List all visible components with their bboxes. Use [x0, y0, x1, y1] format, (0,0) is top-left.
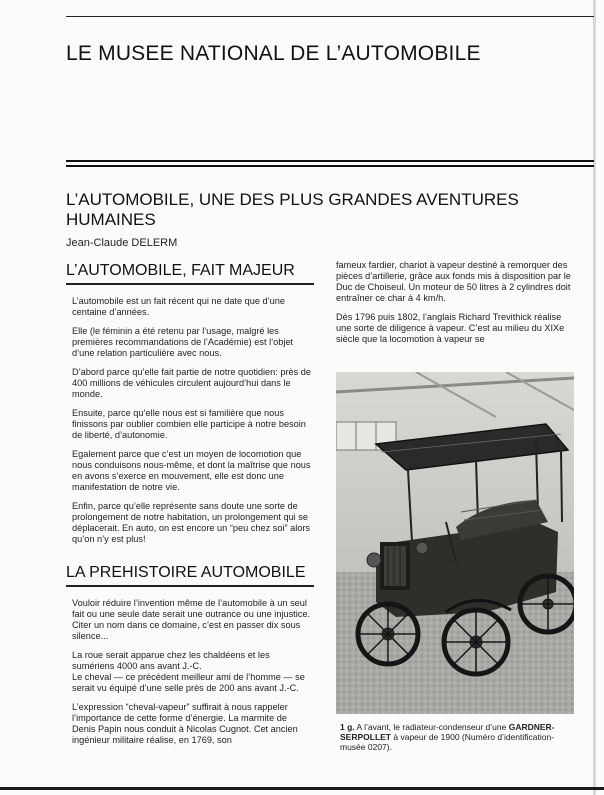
section-body-prehistoire — [72, 598, 312, 754]
vintage-steam-car-icon — [336, 372, 574, 714]
paragraph: Ensuite, parce qu’elle nous est si familière que nous finissons par oublier combien elle participe à notre besoin de liberté, d’autonomie. — [72, 408, 306, 440]
paragraph: fameux fardier, chariot à vapeur destiné à remorquer des pièces d’artillerie, grâce aux fonds mis à disposition par le Duc de Choiseul. Un moteur de 50 litres à 2 cylindres doit entraîner ce char à 4 km/h. — [336, 260, 571, 303]
photo-caption — [340, 722, 576, 752]
section-title-fait-majeur: L’AUTOMOBILE, FAIT MAJEUR — [66, 262, 314, 285]
caption-text: A l’avant, le radiateur-condenseur d’une — [354, 722, 509, 732]
page-title: LE MUSEE NATIONAL DE L’AUTOMOBILE — [66, 42, 481, 65]
divider-rule-bottom — [66, 165, 594, 167]
photo-steam-car — [336, 372, 574, 714]
right-column-text — [336, 260, 576, 353]
caption-ref: 1 g. — [340, 722, 355, 732]
paragraph: Elle (le féminin a été retenu par l’usage, malgré les premières recommandations de l’Académie) est l’objet d’une relation particulière avec nous. — [72, 326, 294, 358]
section-title-prehistoire: LA PREHISTOIRE AUTOMOBILE — [66, 564, 314, 587]
paragraph: La roue serait apparue chez les chaldéens et les sumériens 4000 ans avant J.-C. — [72, 650, 270, 671]
page-edge — [593, 0, 596, 795]
divider-rule-top — [66, 160, 594, 162]
section-body-fait-majeur — [72, 296, 312, 553]
paragraph: L’expression “cheval-vapeur” suffirait à nous rappeler l’importance de cette forme d’énergie. La marmite de Denis Papin nous conduit à Nicolas Cugnot. Cet ancien ingénieur militaire réalise, en 1769, son — [72, 702, 298, 745]
article-title: L’AUTOMOBILE, UNE DES PLUS GRANDES AVENTURES HUMAINES — [66, 190, 519, 229]
paragraph: Enfin, parce qu’elle représente sans doute une sorte de prolongement de notre habitation, un prolongement qui se déplacerait. En auto, on est encore un “peu chez soi” alors qu’on n’y est plus! — [72, 501, 310, 544]
paragraph: D’abord parce qu’elle fait partie de notre quotidien: près de 400 millions de véhicules circulent aujourd’hui dans le monde. — [72, 367, 312, 399]
article-author: Jean-Claude DELERM — [66, 237, 178, 249]
bottom-rule — [0, 787, 604, 790]
top-rule — [66, 16, 594, 17]
paragraph: Le cheval — ce précédent meilleur ami de l’homme — se serait vu équipé d’une selle près de 200 ans avant J.-C. — [72, 672, 305, 693]
paragraph: Vouloir réduire l’invention même de l’automobile à un seul fait ou une seule date serait une outrance ou une injustice. Citer un nom dans ce domaine, c’est en passer dix sous silence... — [72, 598, 311, 641]
paragraph: Egalement parce que c’est un moyen de locomotion que nous conduisons nous-même, et dont la maîtrise que nous en avons s’exerce en mouvement, elle est donc une manifestation de notre vie. — [72, 449, 311, 492]
caption-brand: GARDNER-SERPOLLET — [340, 722, 555, 742]
caption-text-end: à vapeur de 1900 (Numéro d’identification-musée 0207). — [340, 732, 555, 752]
paragraph: L’automobile est un fait récent qui ne date que d’une centaine d’années. — [72, 296, 285, 317]
paragraph: Dès 1796 puis 1802, l’anglais Richard Trevithick réalise une sorte de diligence à vapeur. C’est au milieu du XIXe siècle que la locomotion à vapeur se — [336, 312, 565, 344]
